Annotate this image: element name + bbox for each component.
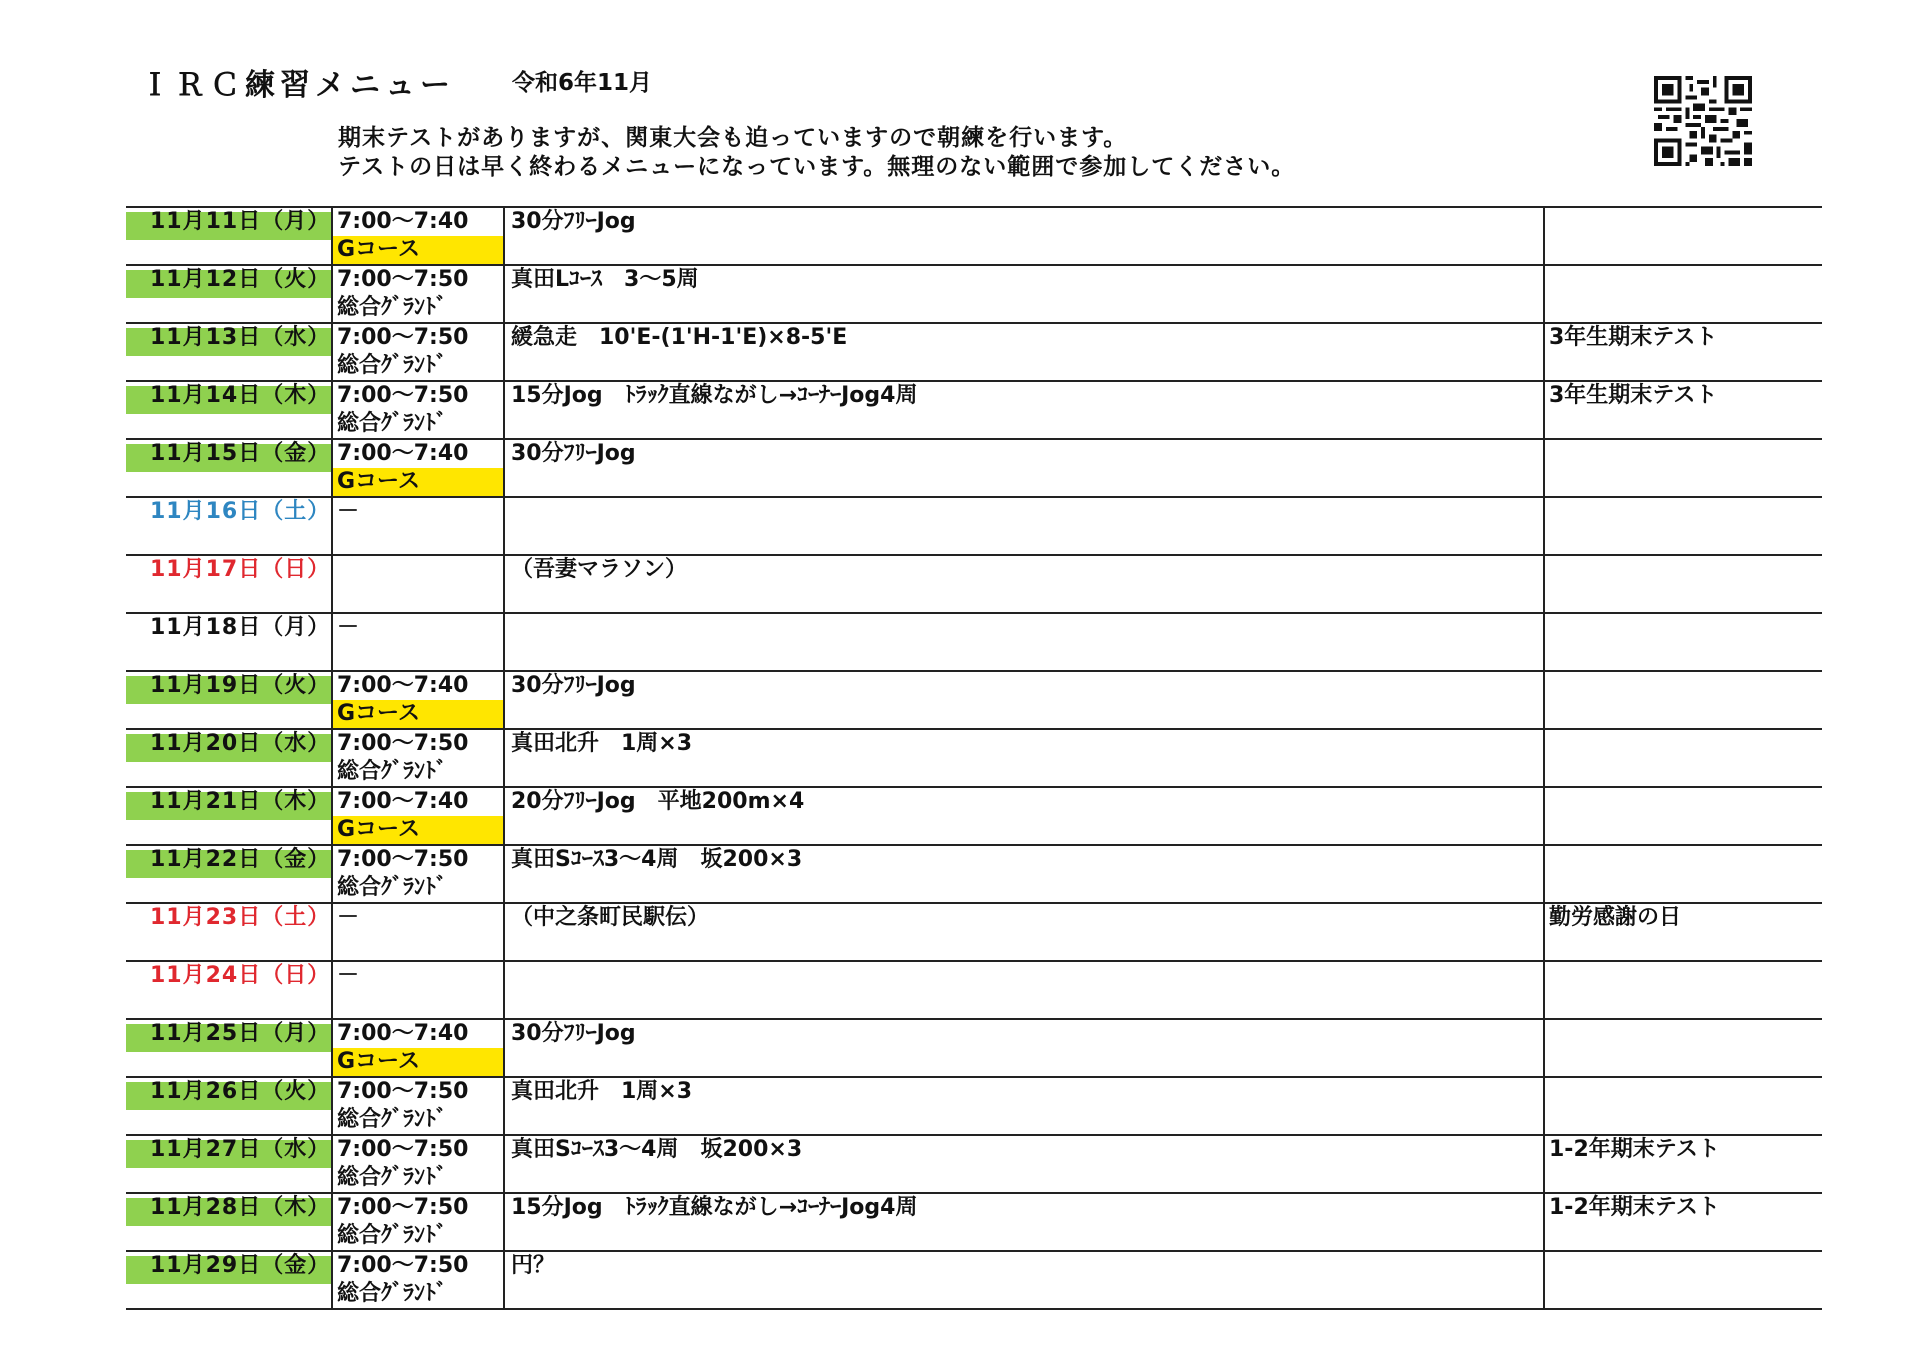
date-label: 11月29日（金）	[150, 1253, 331, 1278]
date-cell	[126, 1077, 332, 1135]
time-range: 7:00～7:50	[337, 1137, 469, 1162]
time-cell	[332, 729, 504, 787]
note-cell	[1544, 497, 1822, 555]
menu-text: 30分ﾌﾘｰJog	[511, 441, 636, 466]
menu-cell	[504, 787, 1544, 845]
date-label: 11月25日（月）	[150, 1021, 331, 1046]
date-label: 11月21日（木）	[150, 789, 331, 814]
menu-text: 30分ﾌﾘｰJog	[511, 1021, 636, 1046]
date-cell	[126, 961, 332, 1019]
date-cell	[126, 207, 332, 265]
date-label: 11月19日（火）	[150, 673, 331, 698]
date-label: 11月13日（水）	[150, 325, 331, 350]
menu-cell	[504, 497, 1544, 555]
menu-text: 15分Jog ﾄﾗｯｸ直線ながし→ｺｰﾅｰJog4周	[511, 383, 918, 408]
date-label: 11月14日（木）	[150, 383, 331, 408]
table-row	[126, 1135, 1822, 1193]
menu-cell	[504, 1135, 1544, 1193]
time-range: －	[337, 615, 360, 640]
menu-cell	[504, 381, 1544, 439]
note-text: 3年生期末テスト	[1549, 325, 1718, 350]
time-range: 7:00～7:50	[337, 847, 469, 872]
note-cell	[1544, 1077, 1822, 1135]
note-text: 1-2年期末テスト	[1549, 1195, 1720, 1220]
place-label: 総合ｸﾞﾗﾝﾄﾞ	[337, 411, 448, 436]
place-label: Gコース	[333, 468, 503, 496]
date-label: 11月17日（日）	[150, 557, 331, 582]
table-row	[126, 207, 1822, 265]
place-label: Gコース	[333, 700, 503, 728]
menu-cell	[504, 729, 1544, 787]
place-label: 総合ｸﾞﾗﾝﾄﾞ	[337, 1107, 448, 1132]
note-cell	[1544, 1193, 1822, 1251]
month-label: 令和6年11月	[512, 70, 653, 96]
time-range: －	[337, 963, 360, 988]
note-cell	[1544, 787, 1822, 845]
menu-text: （吾妻マラソン）	[511, 557, 688, 582]
date-label: 11月27日（水）	[150, 1137, 331, 1162]
note-text: 1-2年期末テスト	[1549, 1137, 1720, 1162]
menu-cell	[504, 1077, 1544, 1135]
time-range: 7:00～7:50	[337, 383, 469, 408]
intro-notes	[338, 124, 1295, 182]
place-label	[333, 584, 503, 612]
intro-note-line: テストの日は早く終わるメニューになっています。無理のない範囲で参加してください。	[338, 154, 1296, 180]
time-cell	[332, 555, 504, 613]
date-cell	[126, 497, 332, 555]
menu-cell	[504, 439, 1544, 497]
note-cell	[1544, 1135, 1822, 1193]
time-range: 7:00～7:50	[337, 1195, 469, 1220]
menu-cell	[504, 1193, 1544, 1251]
page-title: ＩＲＣ練習メニュー	[140, 68, 455, 103]
note-text: 勤労感謝の日	[1549, 905, 1682, 930]
menu-cell	[504, 961, 1544, 1019]
date-cell	[126, 323, 332, 381]
menu-text: 30分ﾌﾘｰJog	[511, 673, 636, 698]
note-text: 3年生期末テスト	[1549, 383, 1718, 408]
date-label: 11月11日（月）	[150, 209, 331, 234]
time-cell	[332, 1077, 504, 1135]
time-range: 7:00～7:40	[337, 673, 469, 698]
table-row	[126, 265, 1822, 323]
place-label: 総合ｸﾞﾗﾝﾄﾞ	[337, 1281, 448, 1306]
place-label: 総合ｸﾞﾗﾝﾄﾞ	[337, 1165, 448, 1190]
table-row	[126, 613, 1822, 671]
table-row	[126, 555, 1822, 613]
table-row	[126, 961, 1822, 1019]
time-cell	[332, 1251, 504, 1309]
time-range: 7:00～7:40	[337, 789, 469, 814]
menu-cell	[504, 1019, 1544, 1077]
date-cell	[126, 845, 332, 903]
table-row	[126, 1019, 1822, 1077]
schedule-table	[126, 206, 1822, 1310]
date-cell	[126, 671, 332, 729]
time-cell	[332, 1193, 504, 1251]
menu-text: 緩急走 10'E-(1'H-1'E)×8-5'E	[511, 325, 848, 350]
menu-text: 真田Sｺｰｽ3～4周 坂200×3	[511, 1137, 803, 1162]
note-cell	[1544, 323, 1822, 381]
menu-text: 真田Lｺｰｽ 3～5周	[511, 267, 699, 292]
date-label: 11月24日（日）	[150, 963, 331, 988]
note-cell	[1544, 671, 1822, 729]
date-label: 11月18日（月）	[150, 615, 331, 640]
menu-cell	[504, 845, 1544, 903]
time-cell	[332, 671, 504, 729]
date-label: 11月22日（金）	[150, 847, 331, 872]
table-row	[126, 1251, 1822, 1309]
date-cell	[126, 613, 332, 671]
note-cell	[1544, 903, 1822, 961]
date-cell	[126, 729, 332, 787]
note-cell	[1544, 439, 1822, 497]
date-cell	[126, 265, 332, 323]
table-row	[126, 381, 1822, 439]
time-range: 7:00～7:40	[337, 209, 469, 234]
time-range: 7:00～7:50	[337, 1079, 469, 1104]
place-label	[333, 932, 503, 960]
place-label: Gコース	[333, 236, 503, 264]
time-range: 7:00～7:50	[337, 1253, 469, 1278]
place-label	[333, 642, 503, 670]
time-cell	[332, 613, 504, 671]
menu-text: 真田北升 1周×3	[511, 1079, 693, 1104]
date-cell	[126, 381, 332, 439]
time-range	[333, 556, 503, 584]
table-row	[126, 903, 1822, 961]
time-range: 7:00～7:50	[337, 267, 469, 292]
note-cell	[1544, 207, 1822, 265]
note-cell	[1544, 1019, 1822, 1077]
time-cell	[332, 1135, 504, 1193]
note-cell	[1544, 613, 1822, 671]
date-cell	[126, 1019, 332, 1077]
table-row	[126, 497, 1822, 555]
table-row	[126, 439, 1822, 497]
date-cell	[126, 439, 332, 497]
menu-text: 15分Jog ﾄﾗｯｸ直線ながし→ｺｰﾅｰJog4周	[511, 1195, 918, 1220]
place-label: 総合ｸﾞﾗﾝﾄﾞ	[337, 759, 448, 784]
menu-cell	[504, 323, 1544, 381]
time-range: 7:00～7:40	[337, 441, 469, 466]
time-cell	[332, 787, 504, 845]
time-range: 7:00～7:50	[337, 731, 469, 756]
menu-cell	[504, 265, 1544, 323]
date-cell	[126, 555, 332, 613]
menu-cell	[504, 555, 1544, 613]
date-cell	[126, 1135, 332, 1193]
note-cell	[1544, 729, 1822, 787]
time-range: －	[337, 905, 360, 930]
date-label: 11月16日（土）	[150, 499, 331, 524]
time-cell	[332, 497, 504, 555]
time-cell	[332, 845, 504, 903]
table-row	[126, 729, 1822, 787]
date-label: 11月20日（水）	[150, 731, 331, 756]
menu-text: 30分ﾌﾘｰJog	[511, 209, 636, 234]
place-label: 総合ｸﾞﾗﾝﾄﾞ	[337, 1223, 448, 1248]
time-cell	[332, 323, 504, 381]
table-row	[126, 1193, 1822, 1251]
note-cell	[1544, 845, 1822, 903]
menu-cell	[504, 207, 1544, 265]
time-range: －	[337, 499, 360, 524]
menu-text: （中之条町民駅伝）	[511, 905, 710, 930]
menu-text: 真田北升 1周×3	[511, 731, 693, 756]
time-cell	[332, 903, 504, 961]
table-row	[126, 671, 1822, 729]
note-cell	[1544, 381, 1822, 439]
place-label: 総合ｸﾞﾗﾝﾄﾞ	[337, 875, 448, 900]
time-range: 7:00～7:40	[337, 1021, 469, 1046]
place-label	[333, 990, 503, 1018]
menu-cell	[504, 903, 1544, 961]
menu-text: 円？	[511, 1253, 556, 1278]
place-label: Gコース	[333, 816, 503, 844]
note-cell	[1544, 555, 1822, 613]
date-label: 11月28日（木）	[150, 1195, 331, 1220]
date-cell	[126, 787, 332, 845]
date-label: 11月26日（火）	[150, 1079, 331, 1104]
time-range: 7:00～7:50	[337, 325, 469, 350]
note-cell	[1544, 1251, 1822, 1309]
time-cell	[332, 1019, 504, 1077]
place-label: 総合ｸﾞﾗﾝﾄﾞ	[337, 295, 448, 320]
menu-cell	[504, 613, 1544, 671]
note-cell	[1544, 961, 1822, 1019]
place-label: Gコース	[333, 1048, 503, 1076]
menu-text: 真田Sｺｰｽ3～4周 坂200×3	[511, 847, 803, 872]
table-row	[126, 787, 1822, 845]
time-cell	[332, 961, 504, 1019]
date-cell	[126, 903, 332, 961]
place-label: 総合ｸﾞﾗﾝﾄﾞ	[337, 353, 448, 378]
table-row	[126, 845, 1822, 903]
intro-note-line: 期末テストがありますが、関東大会も迫っていますので朝練を行います。	[338, 125, 1128, 151]
time-cell	[332, 265, 504, 323]
table-row	[126, 323, 1822, 381]
date-label: 11月12日（火）	[150, 267, 331, 292]
place-label	[333, 526, 503, 554]
date-cell	[126, 1193, 332, 1251]
time-cell	[332, 439, 504, 497]
time-cell	[332, 381, 504, 439]
date-label: 11月23日（土）	[150, 905, 331, 930]
time-cell	[332, 207, 504, 265]
note-cell	[1544, 265, 1822, 323]
qr-code-icon[interactable]	[1654, 76, 1752, 166]
date-cell	[126, 1251, 332, 1309]
date-label: 11月15日（金）	[150, 441, 331, 466]
table-row	[126, 1077, 1822, 1135]
menu-text: 20分ﾌﾘｰJog 平地200m×4	[511, 789, 805, 814]
menu-cell	[504, 1251, 1544, 1309]
menu-cell	[504, 671, 1544, 729]
